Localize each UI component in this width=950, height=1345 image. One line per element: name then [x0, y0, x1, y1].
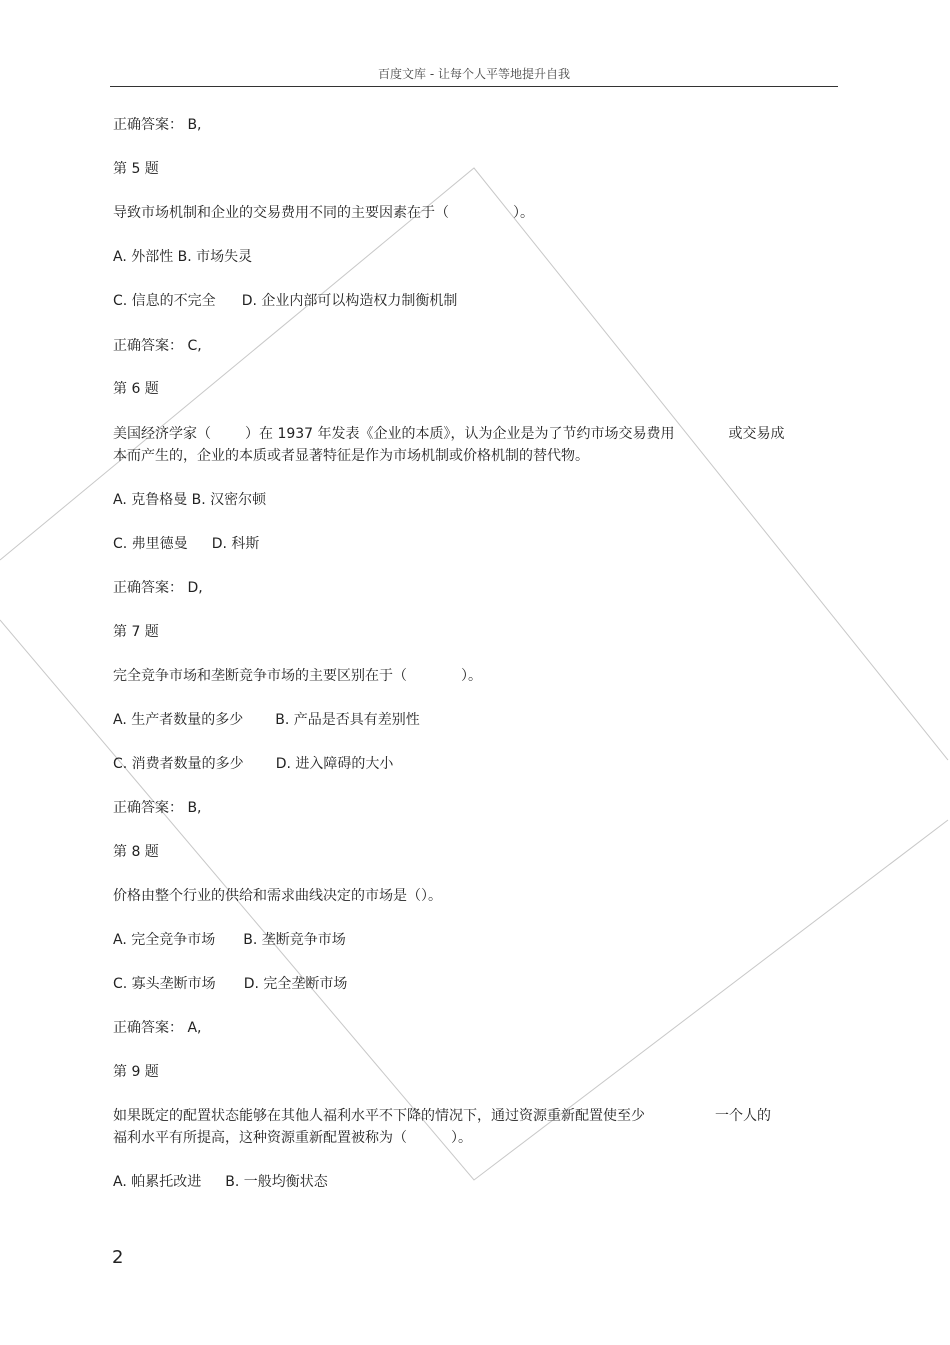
question-7-options-2	[113, 753, 393, 775]
question-6-stem-line2: 本而产生的，企业的本质或者显著特征是作为市场机制或价格机制的替代物。	[113, 448, 589, 464]
question-9-stem-part4: ）。	[451, 1130, 472, 1146]
question-8-options-1	[113, 929, 346, 951]
question-6-options-2	[113, 533, 259, 555]
option-a: A. 生产者数量的多少	[113, 712, 244, 728]
option-a: A. 帕累托改进	[113, 1174, 202, 1190]
question-6-stem-part3: 或交易成	[728, 426, 785, 442]
option-c: C. 信息的不完全	[113, 293, 216, 309]
question-9-stem-line2	[113, 1127, 472, 1149]
question-9-stem-part2: 一个人的	[715, 1108, 771, 1124]
question-7-options-1	[113, 709, 420, 731]
option-c: C. 弗里德曼	[113, 536, 188, 552]
question-5-stem-part1: 导致市场机制和企业的交易费用不同的主要因素在于（	[113, 205, 449, 221]
option-b: B. 产品是否具有差别性	[275, 712, 420, 728]
question-9-stem-part1: 如果既定的配置状态能够在其他人福利水平不下降的情况下，通过资源重新配置使至少	[113, 1108, 645, 1124]
question-5-options-1: A. 外部性 B. 市场失灵	[113, 249, 253, 265]
question-6-stem-part2: ）在 1937 年发表《企业的本质》，认为企业是为了节约市场交易费用	[245, 426, 675, 442]
option-d: D. 完全垄断市场	[243, 976, 348, 992]
question-9-stem-line1	[113, 1105, 771, 1127]
question-5-stem-part2: ）。	[513, 205, 534, 221]
answer-q6: 正确答案： D,	[113, 580, 203, 596]
question-6-title: 第 6 题	[113, 381, 159, 397]
question-9-title: 第 9 题	[113, 1064, 159, 1080]
answer-q5: 正确答案： C,	[113, 338, 202, 354]
option-b: B. 垄断竞争市场	[243, 932, 346, 948]
question-5-options-2	[113, 290, 457, 312]
page-header: 百度文库 - 让每个人平等地提升自我	[110, 66, 838, 87]
page-number: 2	[112, 1247, 124, 1268]
answer-q8: 正确答案： A,	[113, 1020, 202, 1036]
question-7-title: 第 7 题	[113, 624, 159, 640]
question-6-stem-line1	[113, 423, 785, 445]
question-6-stem-part1: 美国经济学家（	[113, 426, 211, 442]
question-8-options-2	[113, 973, 347, 995]
question-7-stem-part1: 完全竞争市场和垄断竞争市场的主要区别在于（	[113, 668, 407, 684]
question-8-title: 第 8 题	[113, 844, 159, 860]
option-a: A. 完全竞争市场	[113, 932, 216, 948]
option-d: D. 企业内部可以构造权力制衡机制	[241, 293, 458, 309]
option-c: C. 寡头垄断市场	[113, 976, 216, 992]
question-7-stem-part2: ）。	[461, 668, 482, 684]
answer-q7: 正确答案： B,	[113, 800, 202, 816]
question-8-stem: 价格由整个行业的供给和需求曲线决定的市场是（）。	[113, 888, 442, 904]
option-d: D. 科斯	[211, 536, 260, 552]
option-d: D. 进入障碍的大小	[275, 756, 394, 772]
question-6-options-1: A. 克鲁格曼 B. 汉密尔顿	[113, 492, 267, 508]
question-7-stem	[113, 665, 482, 687]
option-b: B. 一般均衡状态	[225, 1174, 328, 1190]
question-9-options-1	[113, 1171, 328, 1193]
answer-q4: 正确答案： B,	[113, 117, 202, 133]
question-9-stem-part3: 福利水平有所提高，这种资源重新配置被称为（	[113, 1130, 407, 1146]
question-5-stem	[113, 202, 534, 224]
option-c: C. 消费者数量的多少	[113, 756, 244, 772]
question-5-title: 第 5 题	[113, 161, 159, 177]
